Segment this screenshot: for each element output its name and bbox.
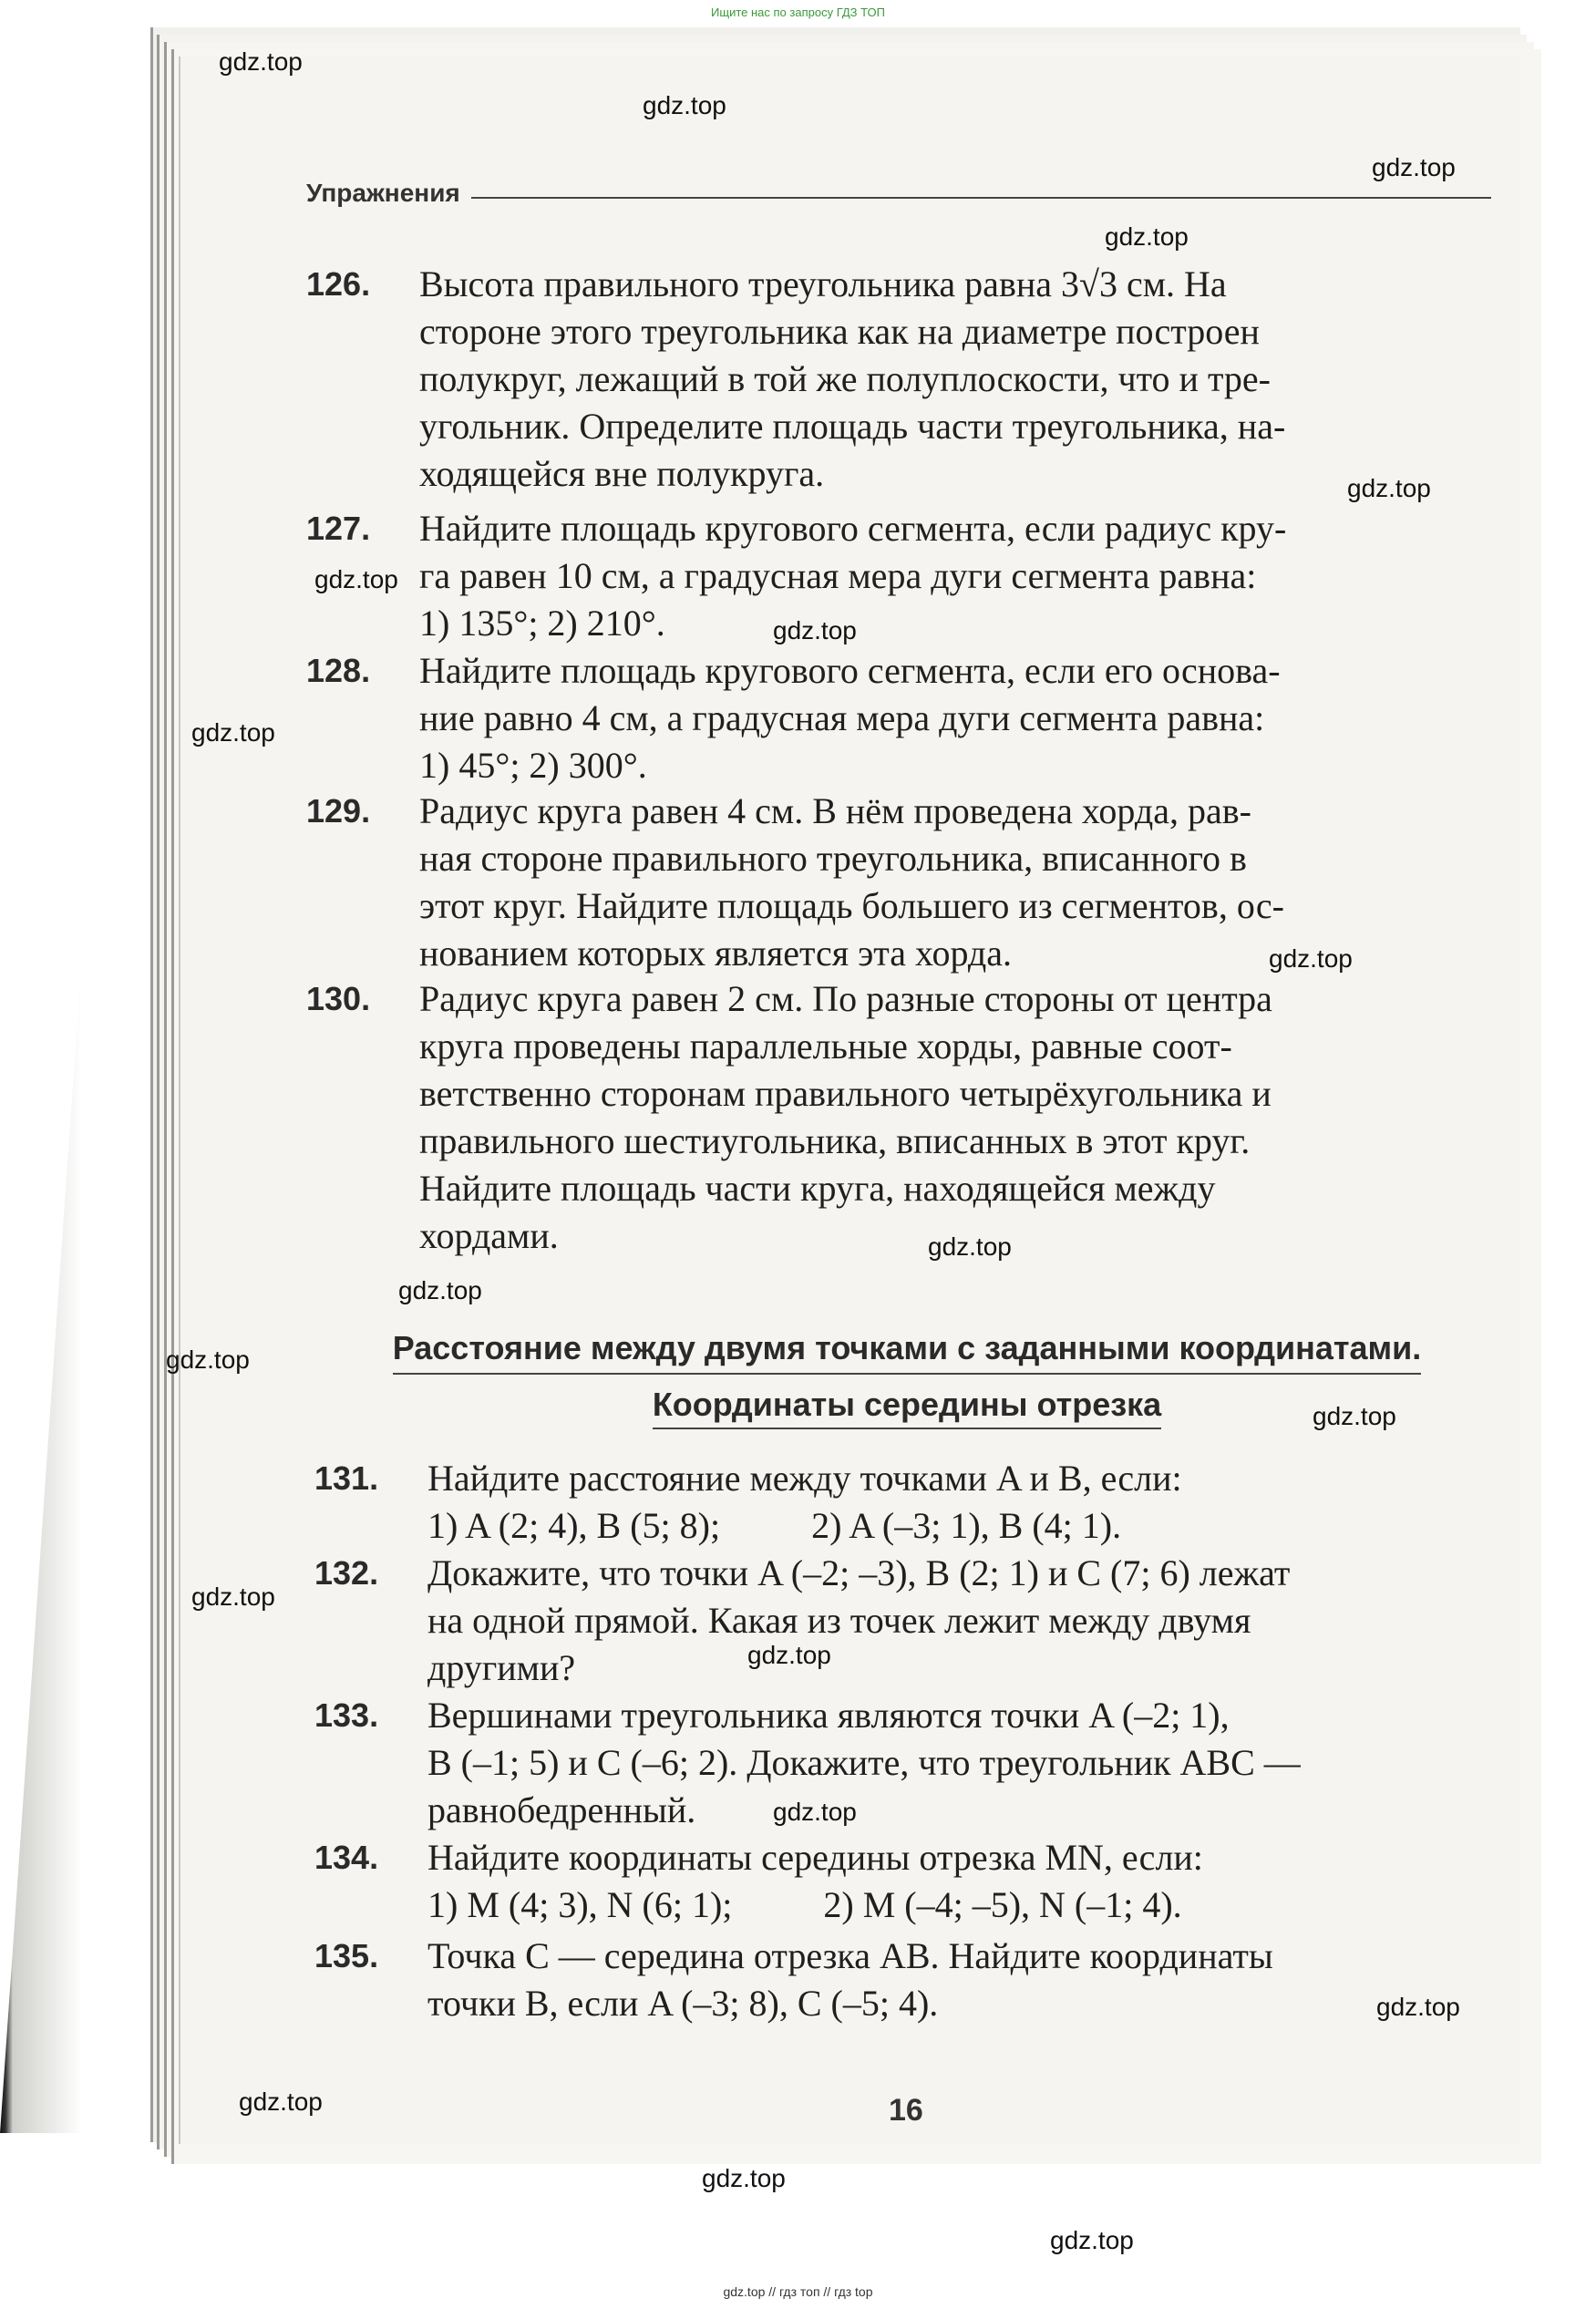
- problem-number: 129.: [306, 792, 371, 830]
- watermark: gdz.top: [219, 47, 303, 76]
- problem-number: 130.: [306, 980, 371, 1017]
- watermark: gdz.top: [191, 1582, 275, 1611]
- problem-line: Найдите площадь части круга, находящейся между: [419, 1168, 1216, 1209]
- problem-line: этот круг. Найдите площадь большего из сегментов, ос-: [419, 885, 1284, 926]
- problem-number: 128.: [306, 652, 371, 689]
- watermark: gdz.top: [1372, 153, 1456, 181]
- watermark: gdz.top: [239, 2087, 323, 2116]
- problem-line: на одной прямой. Какая из точек лежит между двумя: [427, 1600, 1251, 1641]
- section-title: Упражнения: [306, 179, 471, 207]
- problem-126: [306, 261, 1491, 498]
- problem-line: ная стороне правильного треугольника, вписанного в: [419, 838, 1247, 879]
- problem-line: Найдите расстояние между точками A и B, если:: [427, 1458, 1182, 1499]
- problem-number: 132.: [314, 1554, 379, 1592]
- problem-line: Найдите площадь кругового сегмента, если его основа-: [419, 650, 1281, 691]
- problem-number: 135.: [314, 1937, 379, 1974]
- bottom-banner[interactable]: gdz.top // гдз топ // гдз top: [723, 2284, 873, 2299]
- problem-line: другими?: [427, 1647, 576, 1688]
- problem-number: 126.: [306, 265, 371, 303]
- problem-132: [314, 1550, 1499, 1692]
- watermark: gdz.top: [747, 1641, 831, 1669]
- problem-127: [306, 505, 1491, 647]
- problem-135: [314, 1933, 1499, 2027]
- problem-131: [314, 1455, 1499, 1550]
- problem-line: стороне этого треугольника как на диаметре построен: [419, 311, 1260, 352]
- watermark: gdz.top: [773, 1798, 857, 1826]
- problem-line: ветственно сторонам правильного четырёхугольника и: [419, 1073, 1272, 1114]
- watermark: gdz.top: [314, 565, 398, 593]
- problem-line: точки B, если A (–3; 8), C (–5; 4).: [427, 1983, 939, 2024]
- problem-number: 127.: [306, 510, 371, 547]
- watermark: gdz.top: [398, 1276, 482, 1304]
- problem-line: Докажите, что точки A (–2; –3), B (2; 1) и C (7; 6) лежат: [427, 1552, 1291, 1593]
- top-banner[interactable]: Ищите нас по запросу ГДЗ ТОП: [711, 5, 885, 19]
- section-header: [306, 179, 1491, 215]
- problem-number: 131.: [314, 1459, 379, 1497]
- topic-title-line2: Координаты середины отрезка: [653, 1386, 1161, 1429]
- problem-line: правильного шестиугольника, вписанных в этот круг.: [419, 1120, 1251, 1161]
- problem-line: хордами.: [419, 1215, 559, 1256]
- problem-line: угольник. Определите площадь части треугольника, на-: [419, 406, 1286, 447]
- problem-line: Найдите площадь кругового сегмента, если радиус кру-: [419, 508, 1287, 549]
- problem-number: 133.: [314, 1696, 379, 1734]
- watermark: gdz.top: [928, 1232, 1012, 1261]
- problem-133: [314, 1692, 1499, 1834]
- watermark: gdz.top: [166, 1345, 250, 1374]
- problem-130: [306, 975, 1491, 1260]
- problem-line: равнобедренный.: [427, 1789, 696, 1830]
- watermark: gdz.top: [1269, 944, 1353, 973]
- watermark: gdz.top: [773, 616, 857, 644]
- watermark: gdz.top: [1376, 1993, 1460, 2021]
- problem-line: Радиус круга равен 4 см. В нём проведена хорда, рав-: [419, 790, 1251, 831]
- watermark: gdz.top: [1313, 1402, 1396, 1430]
- watermark: gdz.top: [702, 2164, 786, 2192]
- problem-line: Точка C — середина отрезка AB. Найдите координаты: [427, 1935, 1273, 1976]
- problem-line: Высота правильного треугольника равна 3√3 см. На: [419, 263, 1227, 304]
- page-number: 16: [889, 2093, 923, 2128]
- problem-line: га равен 10 см, а градусная мера дуги сегмента равна:: [419, 555, 1257, 596]
- problem-line: Радиус круга равен 2 см. По разные стороны от центра: [419, 978, 1272, 1019]
- problem-134: [314, 1834, 1499, 1929]
- problem-line: Вершинами треугольника являются точки A (–2; 1),: [427, 1695, 1230, 1736]
- problem-line: 1) A (2; 4), B (5; 8); 2) A (–3; 1), B (4; 1).: [427, 1505, 1122, 1546]
- watermark: gdz.top: [643, 91, 726, 119]
- problem-number: 134.: [314, 1839, 379, 1876]
- problem-line: 1) 45°; 2) 300°.: [419, 745, 647, 786]
- watermark: gdz.top: [1347, 474, 1431, 502]
- problem-line: ходящейся вне полукруга.: [419, 453, 825, 494]
- watermark: gdz.top: [191, 718, 275, 747]
- problem-line: ние равно 4 см, а градусная мера дуги сегмента равна:: [419, 697, 1265, 738]
- watermark: gdz.top: [1050, 2226, 1134, 2254]
- problem-line: круга проведены параллельные хорды, равные соот-: [419, 1026, 1232, 1067]
- watermark: gdz.top: [1105, 222, 1189, 251]
- problem-line: Найдите координаты середины отрезка MN, если:: [427, 1837, 1203, 1878]
- problem-line: полукруг, лежащий в той же полуплоскости, что и тре-: [419, 358, 1271, 399]
- problem-line: нованием которых является эта хорда.: [419, 933, 1013, 974]
- problem-line: B (–1; 5) и C (–6; 2). Докажите, что треугольник ABC —: [427, 1742, 1301, 1783]
- problem-line: 1) M (4; 3), N (6; 1); 2) M (–4; –5), N (–1; 4).: [427, 1884, 1182, 1925]
- topic-title-line1: Расстояние между двумя точками с заданными координатами.: [393, 1329, 1422, 1375]
- header-rule: [306, 197, 1491, 199]
- problem-128: [306, 647, 1491, 789]
- problem-line: 1) 135°; 2) 210°.: [419, 603, 665, 644]
